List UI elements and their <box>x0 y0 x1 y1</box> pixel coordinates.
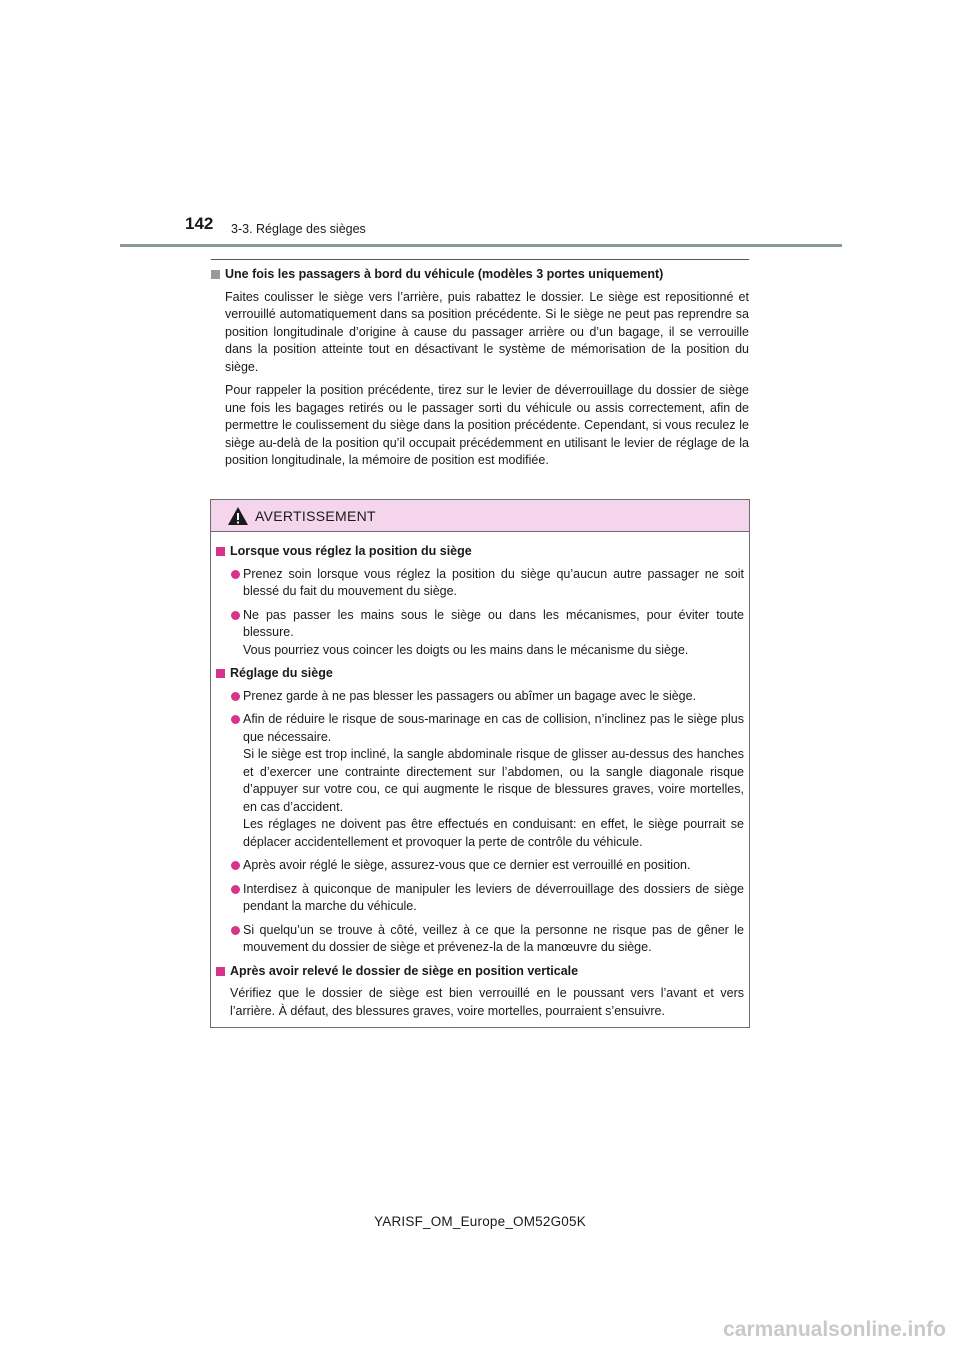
intro-paragraph: Faites coulisser le siège vers l’arrière, puis rabattez le dossier. Le siège est repositionné et verrouillé automatiquement dans sa position précédente. Si le siège ne peut pas reprendre sa position longitudinale d’origine à cause du passager arrière ou d’un bagage, il se verrouille dans la position atteinte tout en désactivant le système de mémorisation de la position du siège. <box>225 289 749 374</box>
warning-header <box>211 500 749 532</box>
intro-paragraph: Pour rappeler la position précédente, tirez sur le levier de déverrouillage du dossier de siège une fois les bagages retirés ou le passager sorti du véhicule ou assis correctement, afin de permettre le coulissement du siège dans la position précédente. Cependant, si vous reculez le siège au-delà de la position qu’il occupait précédemment en utilisant le levier de réglage de la position longitudinale, la mémoire de position est modifiée. <box>225 383 749 467</box>
page-number: 142 <box>185 214 214 233</box>
intro-rule <box>211 259 749 260</box>
warning-triangle-icon <box>227 506 249 526</box>
intro-section <box>211 266 749 476</box>
intro-heading: Une fois les passagers à bord du véhicule (modèles 3 portes uniquement) <box>211 266 749 284</box>
warning-bullet: Afin de réduire le risque de sous-marinage en cas de collision, n’inclinez pas le siège plus que nécessaire. Si le siège est trop incliné, la sangle abdominale risque de glisser au-dessus des hanches et d’exercer une contrainte directement sur l’abdomen, ou la sangle diagonale risque d’appuyer sur votre cou, ce qui augmente le risque de blessures graves, voire mortelles, en cas d’accident. Les réglages ne doivent pas être effectués en conduisant: en effet, le siège pourrait se déplacer accidentellement et provoquer la perte de contrôle du véhicule. <box>216 711 744 851</box>
warning-bullet: Prenez soin lorsque vous réglez la position du siège qu’aucun autre passager ne soit blessé du fait du mouvement du siège. <box>216 566 744 601</box>
section-title: 3-3. Réglage des sièges <box>231 222 366 236</box>
warning-bullet: Si quelqu’un se trouve à côté, veillez à ce que la personne ne risque pas de gêner le mouvement du dossier de siège et prévenez-la de la manœuvre du siège. <box>216 922 744 957</box>
warning-bullet: Prenez garde à ne pas blesser les passagers ou abîmer un bagage avec le siège. <box>216 688 744 706</box>
header-rule <box>120 244 842 247</box>
warning-section-heading: Lorsque vous réglez la position du siège <box>216 543 744 561</box>
warning-section-heading: Réglage du siège <box>216 665 744 683</box>
warning-paragraph: Vérifiez que le dossier de siège est bien verrouillé en le poussant vers l’avant et vers l’arrière. À défaut, des blessures graves, voire mortelles, pourraient s’ensuivre. <box>230 986 744 1018</box>
warning-body <box>211 532 749 1020</box>
watermark: carmanualsonline.info <box>723 1318 946 1341</box>
warning-box <box>210 499 750 1028</box>
warning-bullet: Ne pas passer les mains sous le siège ou dans les mécanismes, pour éviter toute blessure. Vous pourriez vous coincer les doigts ou les mains dans le mécanisme du siège. <box>216 607 744 660</box>
warning-section-heading: Après avoir relevé le dossier de siège en position verticale <box>216 963 744 981</box>
warning-title: AVERTISSEMENT <box>255 508 376 524</box>
warning-bullet: Après avoir réglé le siège, assurez-vous que ce dernier est verrouillé en position. <box>216 857 744 875</box>
warning-bullet: Interdisez à quiconque de manipuler les leviers de déverrouillage des dossiers de siège pendant la marche du véhicule. <box>216 881 744 916</box>
page-header <box>185 214 805 248</box>
footer-doc-code: YARISF_OM_Europe_OM52G05K <box>374 1214 586 1229</box>
